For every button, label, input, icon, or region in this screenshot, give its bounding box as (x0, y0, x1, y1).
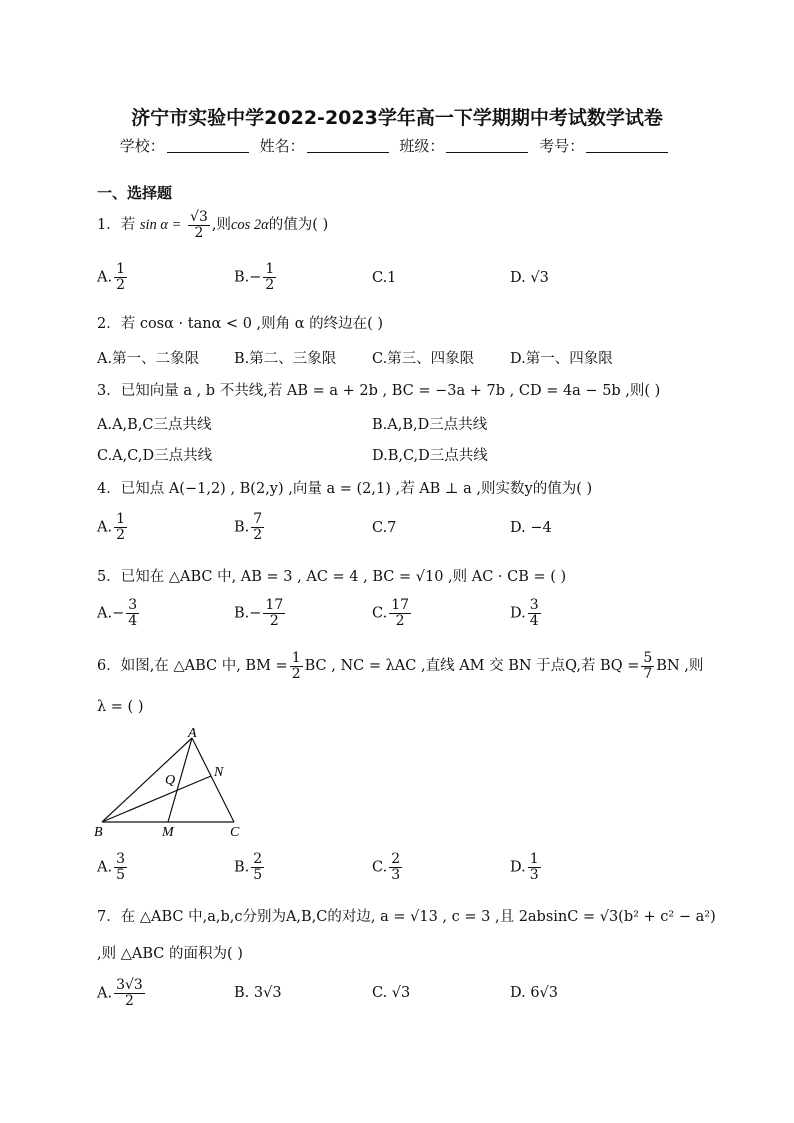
class-label: 班级： (399, 137, 445, 155)
q1-option-a (97, 262, 129, 293)
q5-a-den: 4 (128, 613, 138, 629)
q6-a-label: A. (97, 859, 113, 876)
q5-d-frac (528, 598, 541, 629)
q4-b-num: 7 (253, 511, 263, 527)
question-2-stem: 2．若 cosα · tanα < 0 ,则角 α 的终边在( ) (97, 316, 384, 332)
q6-b-label: B. (234, 859, 250, 876)
school-blank (167, 138, 249, 153)
q1-b-label: B. (234, 269, 250, 286)
q2-option-b: B.第二、三象限 (234, 351, 337, 367)
student-info-line (0, 135, 794, 156)
q1-prefix: 若 (120, 217, 136, 233)
q6-a-frac (114, 852, 127, 883)
q7-option-b: B. 3√3 (234, 985, 282, 1001)
q1-option-c: C.1 (372, 270, 397, 286)
name-blank (307, 138, 389, 153)
question-4-stem: 4．已知点 A(−1,2) , B(2,y) ,向量 a = (2,1) ,若 AB ⊥ a ,则实数y的值为( ) (97, 481, 593, 497)
q4-a-frac (114, 512, 127, 543)
q5-a-label: A. (97, 605, 113, 622)
q3-option-b: B.A,B,D三点共线 (372, 417, 488, 433)
q4-option-b (234, 512, 266, 543)
q6-stem-a: 6．如图,在 △ABC 中, BM = (97, 658, 288, 674)
q6-bq-den: 7 (643, 665, 653, 682)
q5-c-frac (389, 598, 411, 629)
q6-bm-frac (290, 651, 303, 682)
q1-number: 1． (97, 217, 121, 233)
q1-condition: sin α = (139, 217, 182, 233)
q6-triangle-figure (94, 726, 254, 842)
label-n: N (214, 765, 224, 780)
q4-b-den: 2 (253, 527, 263, 543)
q5-b-den: 2 (269, 613, 279, 629)
side-ab (102, 738, 192, 822)
q7-a-label: A. (97, 985, 113, 1002)
q6-b-frac (251, 852, 264, 883)
q6-d-num: 1 (529, 851, 539, 867)
q1-a-frac (114, 262, 127, 293)
q5-d-den: 4 (529, 613, 539, 629)
q6-stem-line2: λ = ( ) (97, 699, 144, 715)
q6-c-num: 2 (391, 851, 401, 867)
q1-b-num: 1 (265, 261, 275, 277)
question-7-stem: 7．在 △ABC 中,a,b,c分别为A,B,C的对边, a = √13 , c = 3 ,且 2absinC = √3(b² + c² − a²) (97, 909, 716, 925)
q5-c-label: C. (372, 605, 388, 622)
q4-option-d: D. −4 (510, 520, 552, 536)
q5-c-den: 2 (395, 613, 405, 629)
q5-a-sign: − (112, 605, 125, 622)
q2-option-d: D.第一、四象限 (510, 351, 613, 367)
label-m: M (162, 825, 174, 840)
class-blank (446, 138, 528, 153)
page-title: 济宁市实验中学2022-2023学年高一下学期期中考试数学试卷 (131, 107, 663, 129)
number-label: 考号： (539, 137, 585, 155)
q4-a-label: A. (97, 519, 113, 536)
question-3-stem: 3．已知向量 a , b 不共线,若 AB = a + 2b , BC = −3a + 7b , CD = 4a − 5b ,则( ) (97, 383, 661, 399)
q6-bm-num: 1 (291, 649, 301, 666)
q7-stem-line2: ,则 △ABC 的面积为( ) (97, 946, 243, 962)
q5-c-num: 17 (391, 597, 410, 613)
q6-option-d (510, 852, 543, 883)
q5-b-frac (263, 598, 285, 629)
q6-b-den: 5 (253, 867, 263, 883)
side-ac (192, 738, 234, 822)
q1-suffix: 的值为( ) (268, 217, 329, 233)
label-c: C (230, 825, 240, 840)
q4-option-a (97, 512, 129, 543)
q7-option-a (97, 978, 147, 1009)
q7-a-den: 2 (125, 993, 134, 1009)
q4-a-den: 2 (116, 527, 126, 543)
q5-a-num: 3 (128, 597, 138, 613)
q1-fraction (188, 210, 210, 241)
q5-d-num: 3 (529, 597, 539, 613)
q6-stem-b: BC , NC = λAC ,直线 AM 交 BN 于点Q,若 BQ = (304, 658, 640, 674)
q6-bq-frac (641, 651, 654, 682)
q3-option-c: C.A,C,D三点共线 (97, 448, 213, 464)
q6-c-label: C. (372, 859, 388, 876)
q4-option-c: C.7 (372, 520, 397, 536)
q1-expression: cos 2α (230, 217, 269, 233)
q2-option-a: A.第一、二象限 (97, 351, 200, 367)
q4-a-num: 1 (116, 511, 126, 527)
number-blank (586, 138, 668, 153)
segment-bn (102, 776, 211, 822)
q1-a-num: 1 (116, 261, 126, 277)
q7-option-d: D. 6√3 (510, 985, 559, 1001)
q1-option-b (234, 262, 278, 293)
q6-d-den: 3 (529, 867, 539, 883)
q1-b-sign: − (249, 269, 262, 286)
question-1-stem (97, 207, 328, 243)
q1-b-frac (263, 262, 276, 293)
q1-b-den: 2 (265, 277, 275, 293)
section-heading: 一、选择题 (97, 184, 173, 202)
q6-bq-num: 5 (643, 649, 653, 666)
q1-frac-den: 2 (194, 224, 204, 241)
q5-b-num: 17 (265, 597, 284, 613)
q5-d-label: D. (510, 605, 526, 622)
q6-b-num: 2 (253, 851, 263, 867)
q7-option-c: C. √3 (372, 985, 411, 1001)
q6-c-den: 3 (391, 867, 401, 883)
q4-b-label: B. (234, 519, 250, 536)
q3-option-a: A.A,B,C三点共线 (97, 417, 212, 433)
q6-c-frac (389, 852, 402, 883)
q1-frac-num: √3 (190, 208, 208, 225)
q6-option-b (234, 852, 266, 883)
q3-option-d: D.B,C,D三点共线 (372, 448, 488, 464)
q1-option-d (510, 270, 549, 286)
q5-option-c (372, 598, 413, 629)
label-a: A (188, 726, 197, 741)
q6-stem-c: BN ,则 (656, 658, 704, 674)
q1-mid: ,则 (211, 217, 231, 233)
q6-option-a (97, 852, 129, 883)
q6-a-num: 3 (116, 851, 126, 867)
label-q: Q (165, 773, 176, 788)
q6-d-label: D. (510, 859, 526, 876)
q7-a-frac (114, 978, 145, 1009)
q2-option-c: C.第三、四象限 (372, 351, 475, 367)
q5-option-d (510, 598, 543, 629)
question-5-stem: 5．已知在 △ABC 中, AB = 3 , AC = 4 , BC = √10 ,则 AC · CB = ( ) (97, 569, 567, 585)
school-label: 学校： (119, 137, 165, 155)
q1-a-label: A. (97, 269, 113, 286)
q6-a-den: 5 (116, 867, 126, 883)
q1-a-den: 2 (116, 277, 126, 293)
q5-option-b (234, 598, 287, 629)
q5-b-label: B. (234, 605, 250, 622)
question-6-stem (97, 648, 703, 684)
q6-d-frac (528, 852, 541, 883)
q6-option-c (372, 852, 404, 883)
q1-d-label: D. (510, 270, 526, 286)
q4-b-frac (251, 512, 264, 543)
q5-option-a (97, 598, 141, 629)
name-label: 姓名： (259, 137, 305, 155)
q5-b-sign: − (249, 605, 262, 622)
label-b: B (94, 825, 103, 840)
q7-a-num: 3√3 (116, 977, 143, 993)
q5-a-frac (126, 598, 139, 629)
q1-d-value: √3 (530, 270, 549, 286)
q6-bm-den: 2 (291, 665, 301, 682)
